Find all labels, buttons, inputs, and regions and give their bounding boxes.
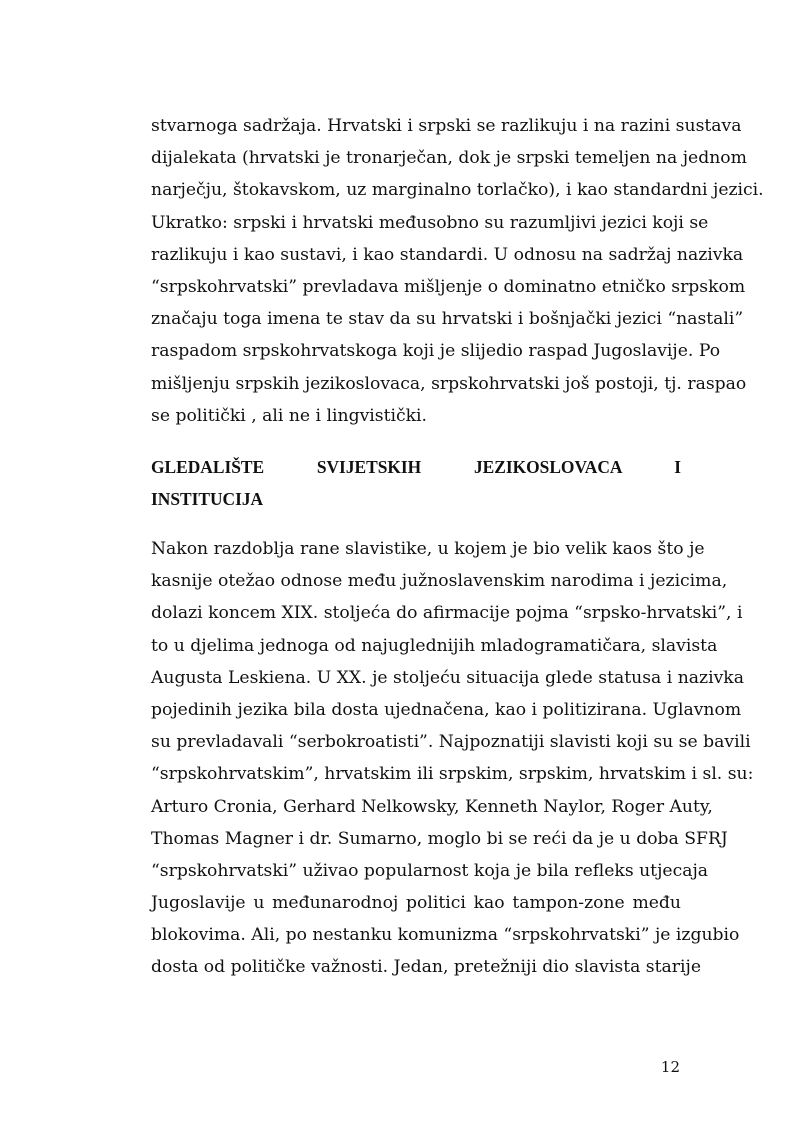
paragraph-line: kasnije otežao odnose među južnoslavenskim narodima i jezicima, — [151, 571, 728, 592]
paragraph-line: se politički , ali ne i lingvistički. — [151, 405, 427, 426]
paragraph-line: “srpskohrvatski” uživao popularnost koja je bila refleks utjecaja — [151, 860, 709, 881]
paragraph-line: blokovima. Ali, po nestanku komunizma “srpskohrvatski” je izgubio — [151, 925, 740, 946]
paragraph-line: Arturo Cronia, Gerhard Nelkowsky, Kenneth Naylor, Roger Auty, — [151, 796, 713, 817]
paragraph-line: narječju, štokavskom, uz marginalno torlačko), i kao standardni jezici. — [151, 180, 764, 201]
paragraph-line: stvarnoga sadržaja. Hrvatski i srpski se razlikuju i na razini sustava — [151, 116, 742, 136]
paragraph-line: Thomas Magner i dr. Sumarno, moglo bi se reći da je u doba SFRJ — [151, 828, 728, 849]
paragraph-line: dijalekata (hrvatski je tronarječan, dok je srpski temeljen na jednom — [151, 148, 747, 169]
paragraph-line: mišljenju srpskih jezikoslovaca, srpskohrvatski još postoji, tj. raspao — [151, 373, 747, 394]
paragraph-line: “srpskohrvatski” prevladava mišljenje o dominatno etničko srpskom — [151, 276, 746, 297]
paragraph-line: Augusta Leskiena. U XX. je stoljeću situacija glede statusa i nazivka — [151, 667, 744, 688]
paragraph-line: Ukratko: srpski i hrvatski međusobno su razumljivi jezici koji se — [151, 212, 709, 233]
paragraph-1 — [151, 110, 764, 432]
paragraph-line: Jugoslavije u međunarodnoj politici kao tampon-zone među — [151, 893, 681, 914]
heading-line: INSTITUCIJA — [151, 489, 264, 510]
page-number: 12 — [660, 1058, 680, 1076]
paragraph-line: “srpskohrvatskim”, hrvatskim ili srpskim, srpskim, hrvatskim i sl. su: — [151, 764, 754, 785]
paragraph-line: dosta od političke važnosti. Jedan, pretežniji dio slavista starije — [151, 957, 701, 978]
paragraph-line: Nakon razdoblja rane slavistike, u kojem je bio velik kaos što je — [151, 539, 705, 559]
heading-line: GLEDALIŠTE SVIJETSKIH JEZIKOSLOVACA I — [151, 457, 681, 477]
paragraph-line: značaju toga imena te stav da su hrvatski i bošnjački jezici “nastali” — [151, 309, 744, 330]
paragraph-line: razlikuju i kao sustavi, i kao standardi. U odnosu na sadržaj nazivka — [151, 244, 744, 265]
paragraph-line: pojedinih jezika bila dosta ujednačena, kao i politizirana. Uglavnom — [151, 699, 742, 720]
section-heading — [151, 451, 681, 515]
paragraph-2 — [151, 533, 754, 984]
paragraph-line: su prevladavali “serbokroatisti”. Najpoznatiji slavisti koji su se bavili — [151, 732, 751, 753]
paragraph-line: raspadom srpskohrvatskoga koji je slijedio raspad Jugoslavije. Po — [151, 341, 721, 362]
paragraph-line: dolazi koncem XIX. stoljeća do afirmacije pojma “srpsko-hrvatski”, i — [151, 603, 743, 624]
paragraph-line: to u djelima jednoga od najuglednijih mladogramatičara, slavista — [151, 635, 718, 656]
